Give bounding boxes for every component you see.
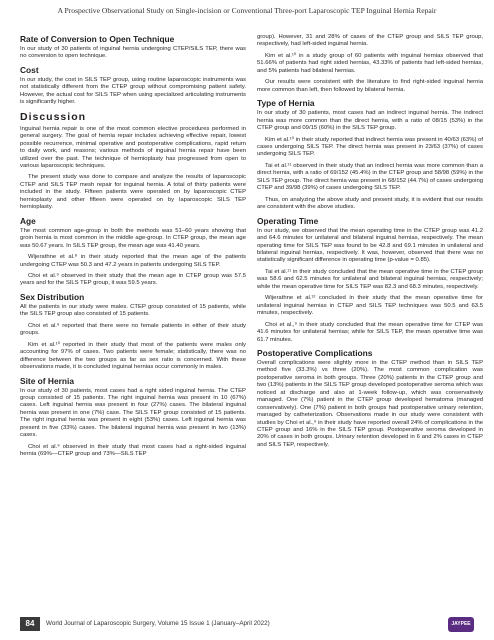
paragraph-sex-2: Choi et al.⁹ reported that there were no female patients in either of their study groups. bbox=[20, 322, 246, 337]
paragraph-age-2: Wijerathne et al.⁸ in their study reported that the mean age of the patients undergoing CTEP was 50.3 and 47.2 years in patients undergoing SILS TEP. bbox=[20, 254, 246, 268]
paragraph-type-1: In our study of 30 patients, most cases had an indirect inguinal hernia. The indirect hernia was more common than the direct hernia, with a ratio of 08/15 (53%) in the CTEP group and 09/15 (60%) in the SILS TEP group. bbox=[257, 110, 483, 132]
running-header: A Prospective Observational Study on Single-incision or Conventional Three-port Laparoscopic TEP Inguinal Hernia Repair bbox=[57, 6, 437, 15]
section-title-type: Type of Hernia bbox=[257, 98, 315, 109]
paragraph-discussion-1: Inguinal hernia repair is one of the most common elective procedures performed in general surgery. The goal of hernia repair includes achieving effective repair, lowest possible recurrence, minimal operative and postoperative complications, rapid return to daily work, and reasons; various methods of inguinal hernia repair have been utilized over the past. The technique of hernioplasty has progressed from open to various laparoscopic techniques. bbox=[20, 125, 246, 169]
paragraph-site-1: In our study of 30 patients, most cases had a right sided inguinal hernia. The CTEP group consisted of 15 patients. The right inguinal hernia was present in 10 (67%) cases. Left inguinal hernia was present in four (27%) cases. The bilateral inguinal hernia was present in one (7%) case. The SILS TEP group consisted of 15 patients. The right inguinal hernia was present in eight (53%) cases. Left inguinal hernia was present in five (33%) cases. The bilateral inguinal hernia was present in two (13%) cases. bbox=[20, 387, 246, 439]
section-title-cost: Cost bbox=[20, 64, 39, 75]
paragraph-site-3: group). However, 31 and 28% of cases of the CTEP group and SILS TEP group, respectively, had left-sided inguinal hernia. bbox=[257, 34, 483, 48]
journal-citation: World Journal of Laparoscopic Surgery, Volume 15 Issue 1 (January–April 2022) bbox=[46, 620, 270, 627]
paragraph-age-3: Choi et al.⁹ observed in their study that the mean age in CTEP group was 57.5 years and for the SILS TEP group, it was 59.5 years. bbox=[20, 272, 246, 287]
left-column bbox=[20, 34, 246, 463]
section-title-operating-time: Operating Time bbox=[257, 215, 319, 226]
paragraph-site-4: Kim et al.¹⁰ in a study group of 60 patients with inguinal hernias observed that 51.66% of patients had right sided hernias, 43.33% of patients had left-sided hernias, and 5% patients had bilateral hernias. bbox=[257, 52, 483, 74]
paragraph-postoperative-1: Overall complications were slightly more in the CTEP method than in SILS TEP method five (33.3%) vs three (20%). The most common complication was postoperative seroma in both groups. Three (20%) patients in the CTEP group and two (13%) patients in the SILS TEP group developed postoperative seroma which was noticed at discharge and also at 1-week follow-up, which was conservatively managed. One (7%) patient in the CTEP group developed hematoma (managed conservatively). One (7%) patient in both groups had postoperative urinary retention, managed by catheterization. Observations made in our study were consistent with studies by Choi et al.,⁹ in their study have reported overall 24% of complications in the CTEP group and 16% in the SILS TEP group. Postoperative seroma developed in 20% of cases in both groups. Urinary retention developed in 6 and 2% cases in CTEP and SILS TEP, respectively. bbox=[257, 359, 483, 448]
paragraph-conversion: In our study of 30 patients of inguinal hernia undergoing CTEP/SILS TEP, there was no conversion to open technique. bbox=[20, 46, 246, 60]
section-title-sex: Sex Distribution bbox=[20, 291, 85, 302]
paragraph-site-2: Choi et al.⁹ observed in their study that most cases had a right-sided inguinal hernia (69%—CTEP group and 73%—SILS TEP bbox=[20, 443, 246, 458]
paragraph-discussion-2: The present study was done to compare and analyze the results of laparoscopic CTEP and SILS TEP mesh repair for inguinal hernia. A total of thirty patients were included in the study. Fifteen patients were operated on by laparoscopic CTEP hernioplasty and other fifteen were operated on by laparoscopic SILS TEP hernioplasty. bbox=[20, 174, 246, 211]
section-title-postoperative: Postoperative Complications bbox=[257, 347, 373, 358]
paragraph-operating-3: Wijerathne et al.¹² concluded in their study that the mean operative time for unilateral inguinal hernias in CTEP and SILS TEP techniques was 50.5 and 63.5 minutes, respectively. bbox=[257, 295, 483, 317]
page-number: 84 bbox=[20, 617, 40, 631]
section-title-discussion: Discussion bbox=[20, 110, 87, 123]
paragraph-operating-2: Tai et al.¹¹ in their study concluded that the mean operative time in the CTEP group was 58.6 and 62.5 minutes for unilateral and bilateral inguinal hernias, respectively; while the mean operative time for SILS TEP was 82.3 and 68.3 minutes, respectively. bbox=[257, 268, 483, 290]
paragraph-age-1: The most common age-group in both the methods was 51–60 years showing that groin hernia is most common in the middle age-group. In CTEP group, the mean age was 50.67 years. In SILS TEP group, the mean age was 41.40 years. bbox=[20, 227, 246, 249]
paragraph-operating-1: In our study, we observed that the mean operating time in the CTEP group was 41.2 and 64.6 minutes for unilateral and bilateral inguinal hernias, respectively. The mean operating time for SILS TEP was found to be 42.8 and 69.1 minutes in unilateral and bilateral inguinal hernias, respectively. It was, however, observed that there was no statistically significant difference in operating time (p-value = 0.85). bbox=[257, 227, 483, 264]
section-title-site: Site of Hernia bbox=[20, 375, 74, 386]
paragraph-type-4: Thus, on analyzing the above study and present study, it is evident that our results are consistent with the above studies. bbox=[257, 196, 483, 211]
section-title-conversion: Rate of Conversion to Open Technique bbox=[20, 34, 175, 44]
right-column bbox=[257, 34, 483, 453]
paragraph-type-3: Tai et al.¹¹ observed in their study that an indirect hernia was more common than a direct hernia, with a ratio of 69/152 (45.4%) in the CTEP group and 58/98 (59%) in the SILS TEP group. The direct hernia was present in 68/152 (44.7%) of cases undergoing CTEP and 39/98 (39%) of cases undergoing SILS TEP. bbox=[257, 162, 483, 192]
paragraph-sex-1: All the patients in our study were males. CTEP group consisted of 15 patients, while the SILS TEP group also consisted of 15 patients. bbox=[20, 303, 246, 318]
page-footer bbox=[20, 617, 474, 633]
paragraph-cost: In our study, the cost in SILS TEP group, using routine laparoscopic instruments was not statistically different from the CTEP group without compromising patient safety. However, the actual cost for SILS TEP when using specialized articulating instruments is significantly higher. bbox=[20, 76, 246, 106]
paragraph-operating-4: Choi et al.,⁹ in their study concluded that the mean operative time for CTEP was 41.6 minutes for unilateral hernias; while for SILS TEP, the mean operative time was 61.7 minutes. bbox=[257, 321, 483, 343]
paragraph-sex-3: Kim et al.¹⁰ reported in their study that most of the patients were males only accounting for 97% of cases. Two patients were female; statistically, there was no difference between the two groups as far as sex ratio is concerned. With these observations made, it is concluded inguinal hernias occur commonly in males. bbox=[20, 341, 246, 371]
paragraph-site-5: Our results were consistent with the literature to find right-sided inguinal hernia more common than left, then followed by bilateral hernia. bbox=[257, 79, 483, 93]
paragraph-type-2: Kim et al.¹⁰ in their study reported that indirect hernia was present in 40/63 (63%) of cases undergoing SILS TEP. The direct hernia was present in 23/63 (37%) of cases undergoing SILS TEP. bbox=[257, 136, 483, 158]
section-title-age: Age bbox=[20, 215, 36, 226]
publisher-logo: JAYPEE bbox=[448, 617, 474, 632]
